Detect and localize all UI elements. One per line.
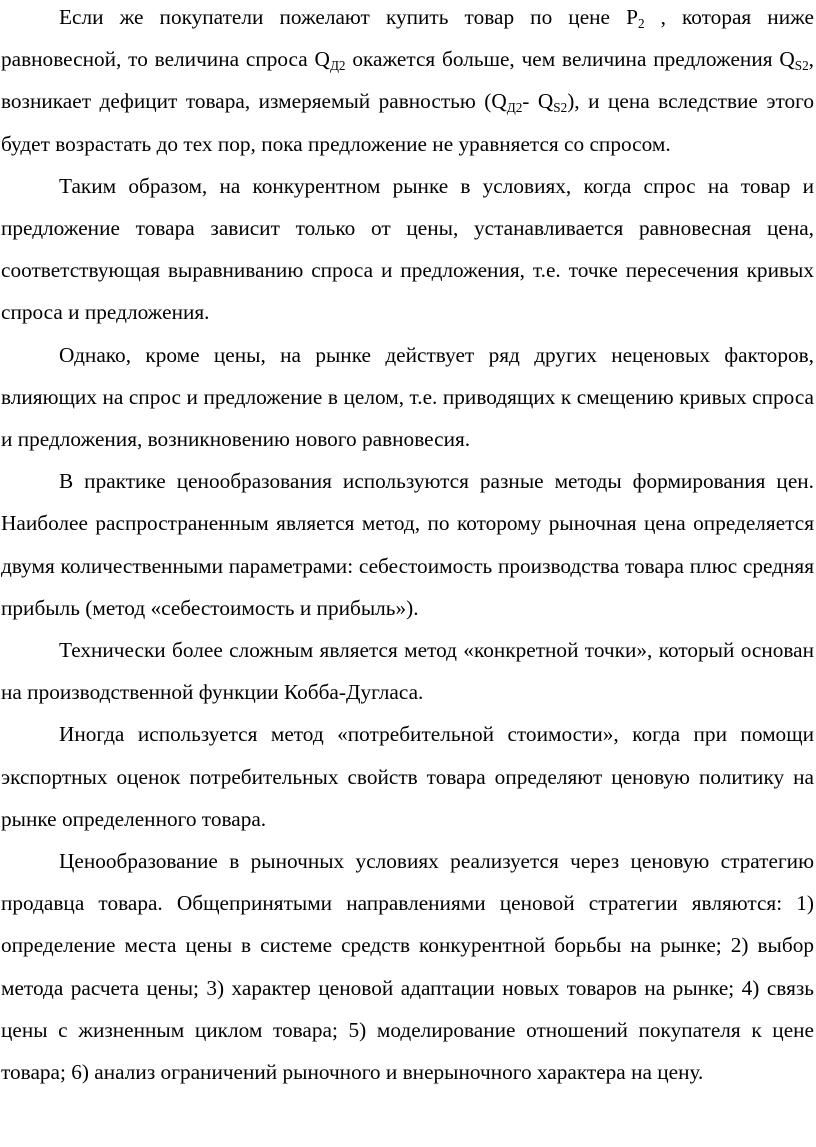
paragraph-deficit-text-2: , которая ниже равновесной, то величина спроса Q — [1, 5, 814, 72]
paragraph-equilibrium: Таким образом, на конкурентном рынке в условиях, когда спрос на товар и предложение товара зависит только от цены, устанавливается равновесная цена, соответствующая выравниванию спроса и предложения, т.е. точке пересечения кривых спроса и предложения. — [1, 173, 814, 325]
paragraph-deficit-text-1: Если же покупатели пожелают купить товар по цене P — [59, 5, 638, 29]
paragraph-consumer-value: Иногда используется метод «потребительной стоимости», когда при помощи экспортных оценок потребительных свойств товара определяют ценовую политику на рынке определенного товара. — [1, 722, 814, 831]
paragraph-price-strategy: Ценообразование в рыночных условиях реализуется через ценовую стратегию продавца товара. Общепринятыми направлениями ценовой стратегии являются: 1) определение места цены в системе средств конкурентной борьбы на рынке; 2) выбор метода расчета цены; 3) характер ценовой адаптации новых товаров на рынке; 4) связь цены с жизненным циклом товара; 5) моделирование отношений покупателя к цене товара; 6) анализ ограничений рыночного и внерыночного характера на цену. — [1, 849, 814, 1085]
subscript-qs2-formula: S2 — [553, 100, 568, 116]
paragraph-deficit-text-5: - Q — [522, 89, 554, 114]
paragraph-nonprice-factors: Однако, кроме цены, на рынке действует ряд других неценовых факторов, влияющих на спрос и предложение в целом, т.е. приводящих к смещению кривых спроса и предложения, возникновению нового равновесия. — [1, 342, 814, 452]
subscript-qd2: Д2 — [329, 57, 346, 73]
paragraph-cobb-douglas: Технически более сложным является метод «конкретной точки», который основан на производственной функции Кобба-Дугласа. — [1, 638, 814, 705]
subscript-qd2-formula: Д2 — [506, 100, 523, 116]
paragraph-deficit-text-4: , возникает дефицит товара, измеряемый равностью (Q — [1, 47, 814, 114]
subscript-p2: 2 — [637, 15, 645, 31]
paragraph-deficit-text-3: окажется больше, чем величина предложения Q — [345, 47, 795, 72]
subscript-qs2: S2 — [794, 57, 809, 73]
paragraph-deficit — [1, 0, 814, 165]
paragraph-pricing-methods: В практике ценообразования используются разные методы формирования цен. Наиболее распространенным является метод, по которому рыночная цена определяется двумя количественными параметрами: себестоимость производства товара плюс средняя прибыль (метод «себестоимость и прибыль»). — [1, 469, 814, 620]
paragraph-deficit-text-6: ), и цена вследствие этого будет возрастать до тех пор, пока предложение не уравняется со спросом. — [1, 89, 815, 156]
